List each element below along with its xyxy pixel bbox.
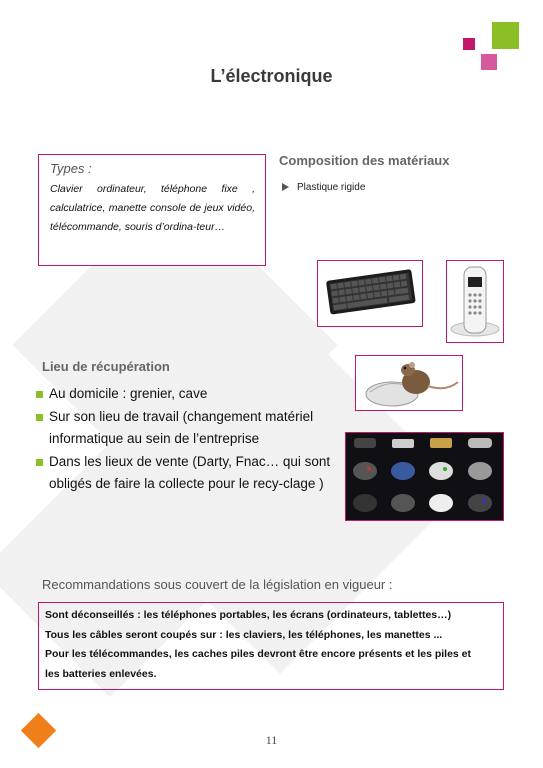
square-bullet-icon: [36, 414, 43, 421]
composition-heading: Composition des matériaux: [279, 153, 450, 168]
types-title: Types :: [50, 161, 92, 176]
list-item-label: Dans les lieux de vente (Darty, Fnac… qui sont obligés de faire la collecte pour le recy-clage ): [49, 453, 331, 491]
square-bullet-icon: [36, 459, 43, 466]
square-bullet-icon: [36, 391, 43, 398]
list-item: [36, 451, 336, 496]
list-item-label: Au domicile : grenier, cave: [49, 386, 208, 401]
page-title: L’électronique: [210, 66, 333, 86]
game-controllers-icon: [346, 433, 503, 520]
triangle-bullet-icon: [282, 183, 289, 191]
list-item: [36, 406, 336, 451]
mouse-rat-icon: [356, 356, 462, 410]
recommandation-line: Pour les télécommandes, les caches piles devront être encore présents et les piles et: [45, 648, 472, 660]
keyboard-icon: [318, 261, 422, 326]
composition-item-label: Plastique rigide: [297, 182, 366, 193]
lieu-heading: Lieu de récupération: [42, 359, 170, 374]
lieu-list: [36, 383, 336, 496]
composition-item: [282, 182, 365, 193]
recommandations-box: [38, 602, 504, 690]
logo-square-green: [492, 22, 519, 49]
list-item-label: Sur son lieu de travail (changement matériel informatique au sein de l’entreprise: [49, 408, 314, 446]
keyboard-photo: [317, 260, 423, 327]
controllers-photo: [345, 432, 504, 521]
cordless-phone-icon: [447, 261, 503, 342]
recommandation-line: Sont déconseillés : les téléphones portables, les écrans (ordinateurs, tablettes…): [45, 609, 452, 621]
page-number: 11: [265, 733, 278, 747]
recommandations-heading: Recommandations sous couvert de la législation en vigueur :: [42, 577, 393, 592]
types-text: Clavier ordinateur, téléphone fixe , calculatrice, manette console de jeux vidéo, télécommande, souris d’ordina-teur…: [50, 183, 255, 233]
logo-square-magenta: [463, 38, 475, 50]
recommandation-line: les batteries enlevées.: [45, 667, 157, 680]
recommandation-line: Tous les câbles seront coupés sur : les claviers, les téléphones, les manettes ...: [45, 628, 443, 641]
types-box: [38, 154, 266, 266]
mouse-photo: [355, 355, 463, 411]
phone-photo: [446, 260, 504, 343]
list-item: [36, 383, 336, 406]
